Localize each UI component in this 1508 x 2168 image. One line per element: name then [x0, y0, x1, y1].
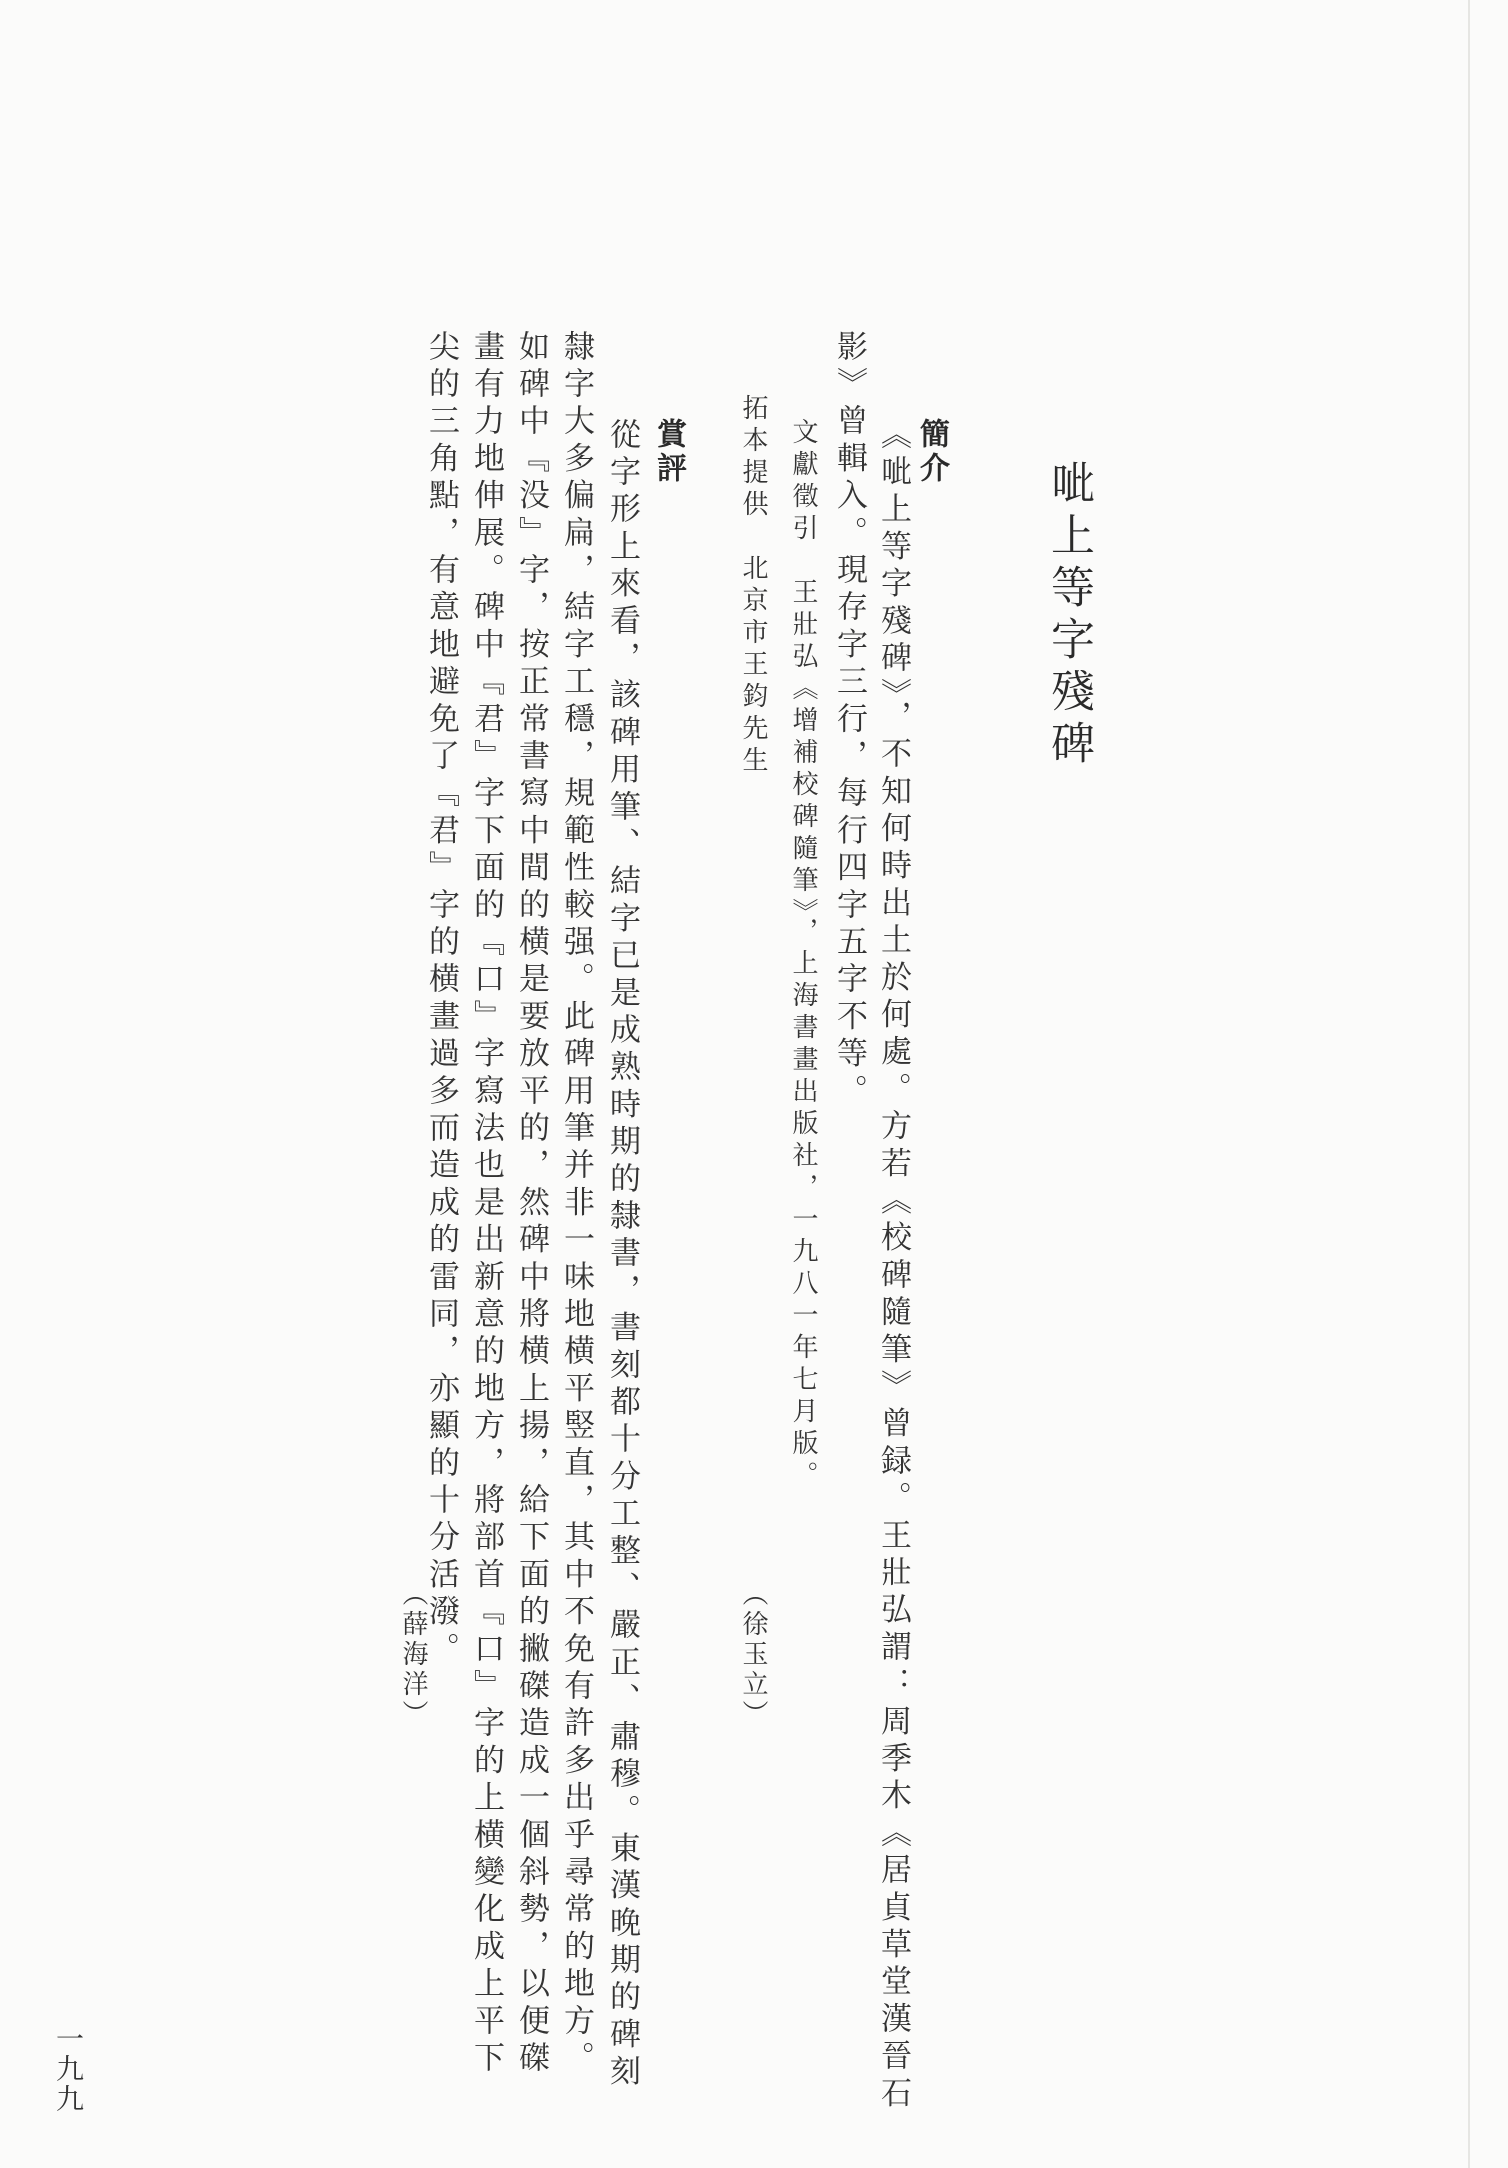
- intro-heading: 簡介: [914, 418, 949, 486]
- appreciation-line-3: 如碑中『没』字，按正常書寫中間的横是要放平的，然碑中將横上揚，給下面的撇磔造成一個斜勢，以便磔: [513, 330, 549, 2079]
- appreciation-signature: （薛海洋）: [398, 1580, 428, 1730]
- appreciation-line-5: 尖的三角點，有意地避免了『君』字的横畫過多而造成的雷同，亦顯的十分活潑。: [423, 330, 459, 1670]
- appreciation-heading: 賞評: [651, 418, 686, 486]
- page-title: 呲上等字殘碑: [1043, 460, 1094, 772]
- page-number: 一九九: [52, 2024, 85, 2114]
- appreciation-line-2: 隸字大多偏扁，結字工穩，規範性較强。此碑用筆并非一味地横平竪直，其中不免有許多出乎尋常的地方。: [558, 330, 594, 2079]
- literature-citation: 文獻徵引 王壯弘《增補校碑隨筆》，上海書畫出版社，一九八一年七月版。: [788, 418, 818, 1493]
- page-edge-divider: [1468, 0, 1470, 2168]
- intro-signature: （徐玉立）: [738, 1580, 768, 1730]
- appreciation-line-1: 從字形上來看，該碑用筆、結字已是成熟時期的隸書，書刻都十分工整、嚴正、肅穆。東漢晚期的碑刻: [604, 418, 640, 2092]
- rubbing-provider: 拓本提供 北京市王鈞先生: [738, 394, 768, 778]
- intro-line-1: 《呲上等字殘碑》，不知何時出土於何處。方若《校碑隨筆》曾録。王壯弘謂：周季木《居貞草堂漢晉石: [875, 418, 911, 2114]
- appreciation-line-4: 畫有力地伸展。碑中『君』字下面的『口』字寫法也是出新意的地方，將部首『口』字的上横變化成上平下: [468, 330, 504, 2079]
- intro-line-2: 影》曾輯入。現存字三行，每行四字五字不等。: [831, 330, 867, 1112]
